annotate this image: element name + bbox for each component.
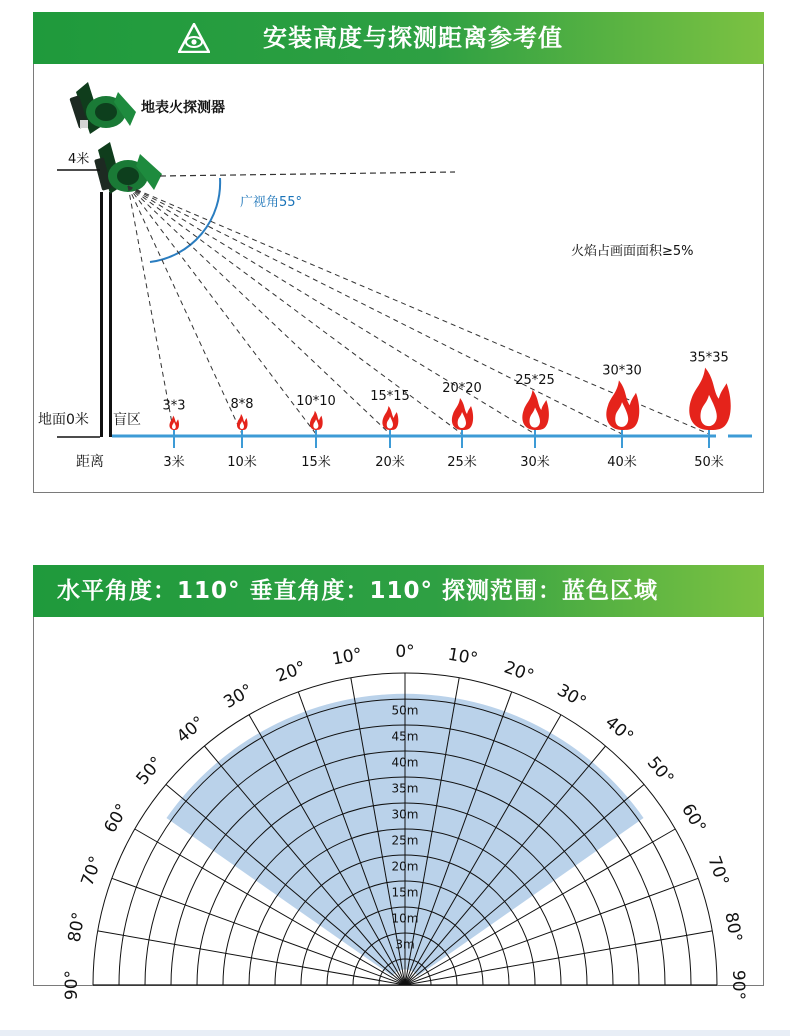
angle-label-right: 40° — [601, 712, 638, 748]
angle-label-left: 0° — [395, 642, 415, 662]
detection-ray — [128, 186, 242, 434]
range-label: 50m — [391, 703, 419, 718]
flame-area-note: 火焰占画面面积≥5% — [571, 244, 694, 259]
detector-label: 地表火探测器 — [141, 100, 225, 116]
detection-ray — [128, 186, 390, 434]
flame-size-label: 20*20 — [442, 381, 482, 396]
angle-label-left: 40° — [172, 712, 209, 748]
flame-icon — [522, 390, 549, 430]
distance-label: 10米 — [227, 455, 257, 470]
range-label: 30m — [391, 807, 419, 822]
angle-label-left: 30° — [220, 680, 257, 713]
detection-ray — [128, 186, 462, 434]
range-label: 15m — [391, 885, 419, 900]
flame-icon — [237, 414, 248, 430]
range-label: 35m — [391, 781, 419, 796]
blind-zone-label: 盲区 — [113, 412, 141, 428]
angle-label-right: 30° — [553, 680, 590, 713]
distance-label: 30米 — [520, 455, 550, 470]
pole-left-edge — [100, 192, 103, 437]
range-label: 40m — [391, 755, 419, 770]
angle-label-left: 90° — [62, 969, 82, 1001]
angle-label-right: 90° — [728, 969, 748, 1001]
distance-label: 50米 — [694, 455, 724, 470]
ground-label: 地面0米 — [38, 412, 89, 428]
flame-size-label: 8*8 — [230, 397, 254, 412]
flame-size-label: 25*25 — [515, 373, 555, 388]
range-label: 3m — [395, 937, 415, 952]
flame-icon — [452, 398, 473, 430]
flame-size-label: 30*30 — [602, 363, 642, 379]
distance-label: 20米 — [375, 455, 405, 470]
flame-size-label: 15*15 — [370, 389, 410, 404]
detection-ray — [128, 186, 316, 434]
coverage-polar-diagram — [0, 600, 790, 1020]
angle-label-left: 60° — [100, 800, 133, 837]
view-angle-arc — [150, 178, 220, 262]
angle-label-left: 80° — [64, 910, 90, 944]
range-label: 45m — [391, 729, 419, 744]
pole-right-edge — [109, 192, 112, 437]
angle-label-left: 20° — [273, 657, 309, 687]
flame-size-label: 3*3 — [162, 398, 186, 414]
angle-label-right: 10° — [446, 644, 480, 670]
distance-label: 15米 — [301, 455, 331, 470]
angle-label-right: 50° — [642, 752, 678, 789]
flame-icon — [310, 411, 323, 430]
range-label: 10m — [391, 911, 419, 926]
flame-size-label: 35*35 — [689, 350, 729, 366]
height-label: 4米 — [68, 152, 90, 167]
range-label: 20m — [391, 859, 419, 874]
distance-axis-label: 距离 — [76, 454, 104, 470]
flame-icon — [606, 380, 639, 430]
angle-label-right: 60° — [677, 800, 710, 837]
view-angle-label: 广视角55° — [240, 195, 303, 210]
horizon-dashed-line — [160, 172, 455, 176]
angle-label-left: 50° — [132, 752, 168, 789]
angle-label-right: 80° — [720, 910, 746, 944]
distance-markers — [162, 351, 730, 470]
angle-label-right: 20° — [501, 657, 537, 687]
banner-title: 水平角度：110° 垂直角度：110° 探测范围：蓝色区域 — [57, 578, 659, 604]
angle-label-right: 70° — [703, 853, 733, 889]
detection-ray — [128, 186, 174, 434]
distance-label: 40米 — [607, 455, 637, 470]
distance-label: 25米 — [447, 455, 477, 470]
distance-label: 3米 — [163, 455, 185, 470]
install-height-diagram — [0, 0, 790, 500]
flame-icon — [382, 406, 398, 430]
flame-size-label: 10*10 — [296, 393, 336, 409]
angle-label-left: 70° — [77, 853, 107, 889]
detector-icon — [69, 82, 136, 134]
range-label: 25m — [391, 833, 419, 848]
flame-icon — [689, 368, 730, 430]
angle-label-left: 10° — [330, 644, 364, 670]
bottom-strip — [0, 1030, 790, 1036]
banner-title: 安装高度与探测距离参考值 — [263, 24, 563, 52]
